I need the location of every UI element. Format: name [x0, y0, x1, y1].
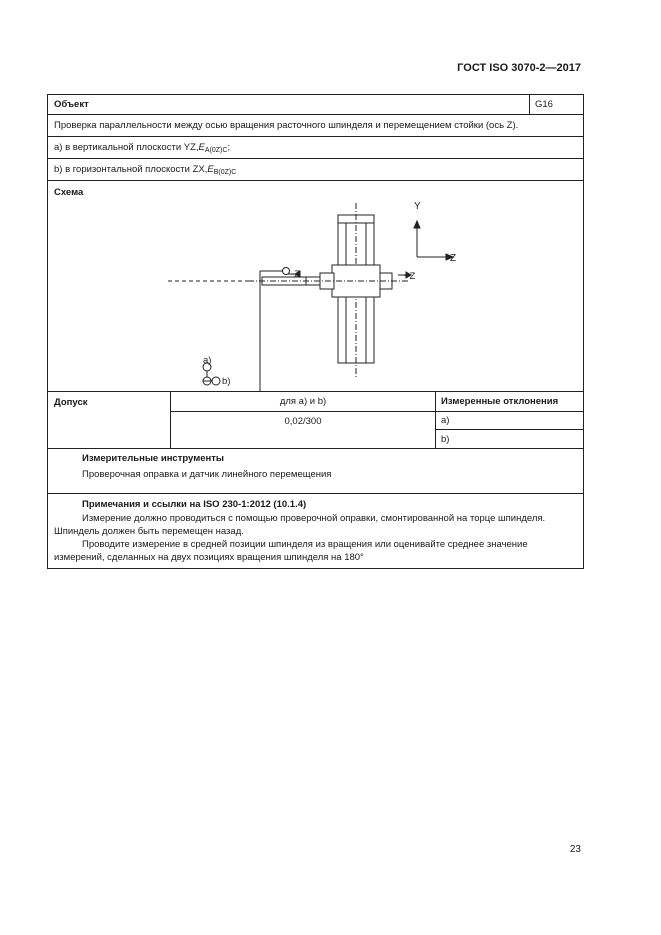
- minus-z-label: -Z: [291, 269, 300, 280]
- scheme-title: Схема: [54, 187, 84, 198]
- measured-a: a): [441, 414, 450, 426]
- item-b-symbol: E: [207, 164, 214, 175]
- measured-header: Измеренные отклонения: [436, 392, 583, 412]
- tolerance-value: 0,02/300: [284, 416, 322, 427]
- tolerance-cell: [171, 392, 436, 448]
- instruments-title: Измерительные инструменты: [82, 453, 225, 464]
- axis-y-label: Y: [414, 201, 421, 212]
- test-code: G16: [529, 95, 583, 114]
- indicator-dial-icon: [283, 268, 290, 275]
- tolerance-label: Допуск: [48, 392, 171, 448]
- scheme-section: [48, 181, 583, 392]
- item-a-row: [48, 137, 583, 159]
- indicator-b2-icon: [212, 377, 220, 385]
- plus-z-label: +Z: [404, 271, 416, 282]
- tolerance-row: [48, 392, 583, 449]
- item-a-symbol: E: [198, 142, 205, 153]
- item-b-row: [48, 159, 583, 181]
- object-row: [48, 95, 583, 115]
- standard-header: ГОСТ ISO 3070-2—2017: [457, 62, 581, 74]
- test-sheet-table: [47, 94, 584, 569]
- measured-b: b): [436, 429, 583, 448]
- measured-deviations: [436, 392, 583, 448]
- item-a-subscript: A(0Z)C: [204, 147, 228, 154]
- object-label: Объект: [54, 99, 89, 110]
- item-b-subscript: B(0Z)C: [213, 169, 237, 176]
- notes-paragraph-2: Проводите измерение в средней позиции шпинделя из вращения или оценивайте среднее значение измерений, сделанных на двух позициях вращения шпинделя на 180°: [54, 539, 528, 563]
- item-b-prefix: b) в горизонтальной плоскости ZX,: [54, 164, 208, 175]
- instruments-text: Проверочная оправка и датчик линейного перемещения: [82, 469, 332, 480]
- instruments-section: [48, 449, 583, 494]
- y-axis-arrow-icon: [414, 221, 420, 228]
- object-description-text: Проверка параллельности между осью вращения расточного шпинделя и перемещением стойки (ось Z).: [54, 120, 519, 131]
- scheme-diagram: [48, 181, 583, 391]
- notes-section: [48, 494, 583, 568]
- tolerance-header: для a) и b): [171, 392, 435, 412]
- notes-paragraph-1: Измерение должно проводиться с помощью проверочной оправки, смонтированной на торце шпинделя. Шпиндель должен быть перемещен назад.: [54, 513, 546, 537]
- label-a: a): [203, 355, 212, 366]
- item-a-suffix: ;: [227, 142, 231, 153]
- axis-z-label: Z: [450, 253, 457, 264]
- item-a-prefix: a) в вертикальной плоскости YZ,: [54, 142, 199, 153]
- label-b: b): [222, 376, 231, 387]
- object-description: [48, 115, 583, 137]
- page-number: 23: [569, 844, 581, 855]
- notes-title: Примечания и ссылки на ISO 230-1:2012 (10.1.4): [82, 499, 307, 510]
